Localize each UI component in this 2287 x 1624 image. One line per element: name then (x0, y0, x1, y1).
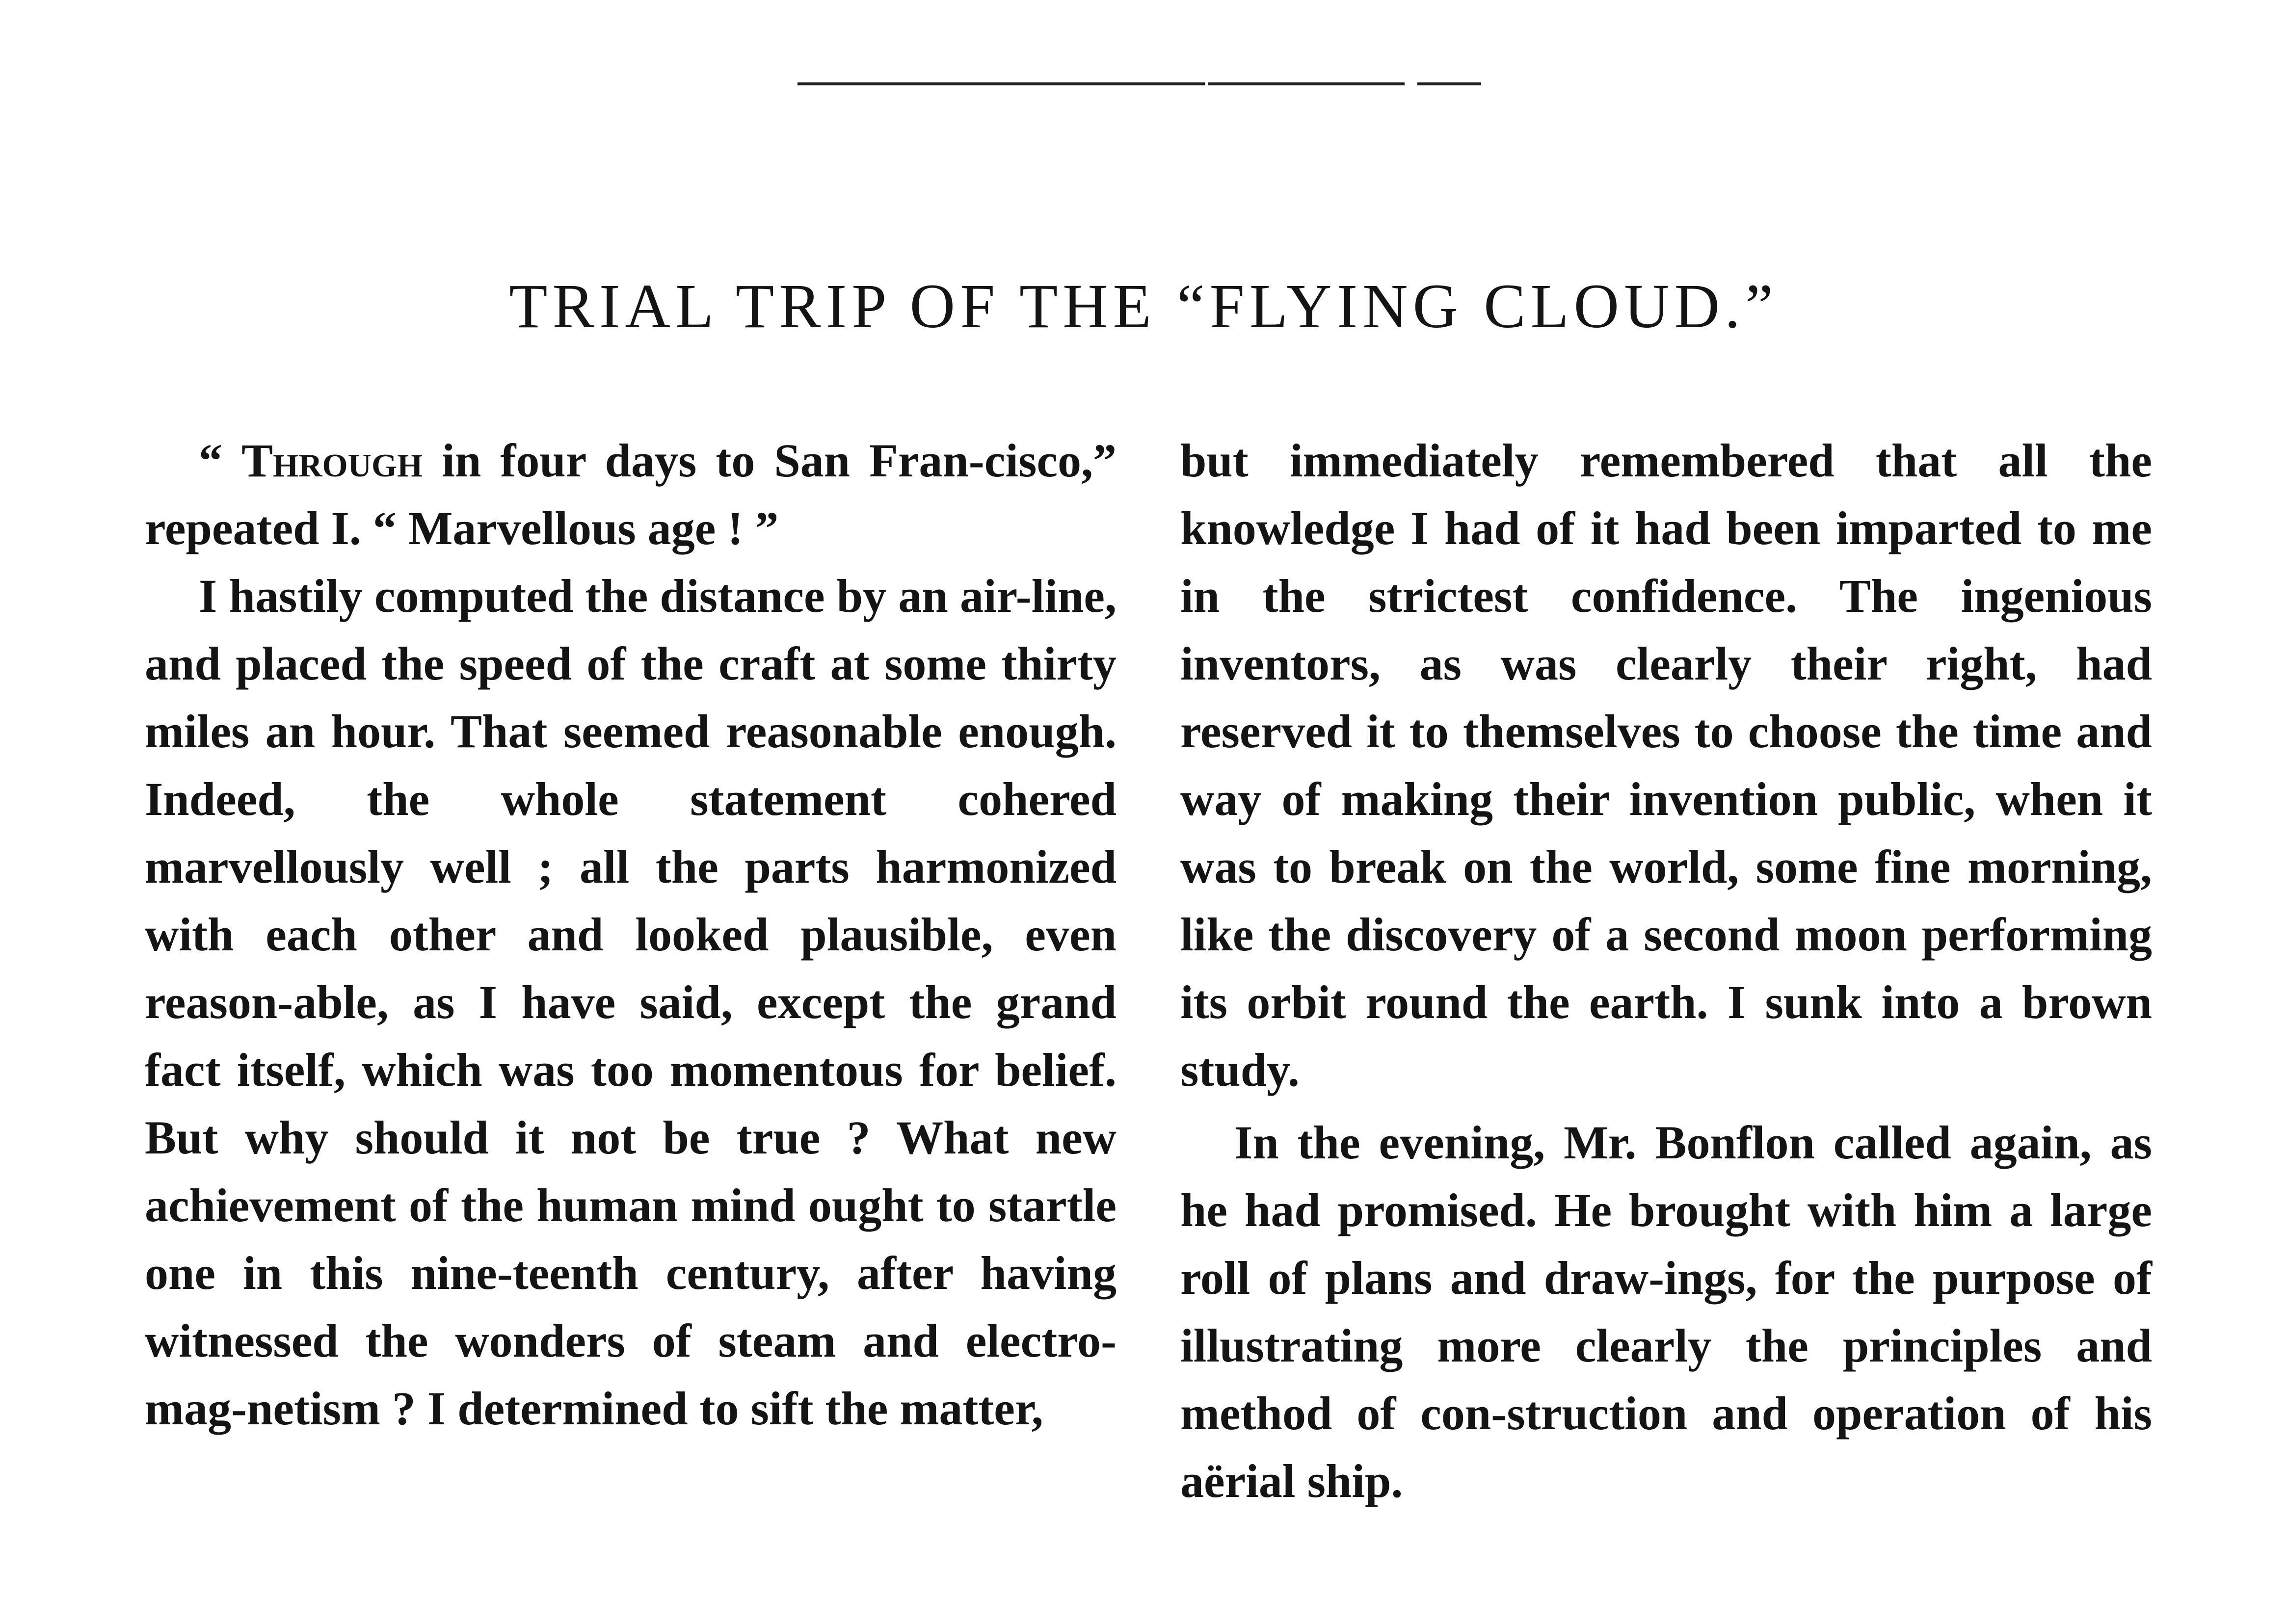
lead-word: Through (241, 434, 423, 487)
paragraph (145, 427, 1117, 562)
header-rule-segment (798, 82, 1205, 85)
left-column (145, 427, 1117, 1442)
paragraph-text: in four days to San Fran-cisco,” repeated I. “ Marvellous age ! ” (145, 434, 1117, 554)
opening-quote: “ (199, 434, 242, 487)
article-title: TRIAL TRIP OF THE “FLYING CLOUD.” (509, 271, 1778, 341)
paragraph: In the evening, Mr. Bonflon called again, as he had promised. He brought with him a large roll of plans and draw-ings, for the purpose of illustrating more clearly the principles and method of con-struction and operation of his aërial ship. (1180, 1116, 2152, 1507)
header-rule-segment (1417, 82, 1481, 85)
header-rule-segment (1208, 82, 1405, 85)
header-rule (0, 82, 2287, 87)
paragraph: I hastily computed the distance by an air-line, and placed the speed of the craft at some thirty miles an hour. That seemed reasonable enough. Indeed, the whole statement cohered marvellously well ; all the parts harmonized with each other and looked plausible, even reason-able, as I have said, except the grand fact itself, which was too momentous for belief. But why should it not be true ? What new achievement of the human mind ought to startle one in this nine-teenth century, after having witnessed the wonders of steam and electro-mag-netism ? I determined to sift the matter, (145, 570, 1117, 1435)
paragraph: but immediately remembered that all the knowledge I had of it had been imparted to me in the strictest confidence. The ingenious inventors, as was clearly their right, had reserved it to themselves to choose the time and way of making their invention public, when it was to break on the world, some fine morning, like the discovery of a second moon performing its orbit round the earth. I sunk into a brown study. (1180, 434, 2152, 1096)
right-column (1180, 427, 2152, 1515)
